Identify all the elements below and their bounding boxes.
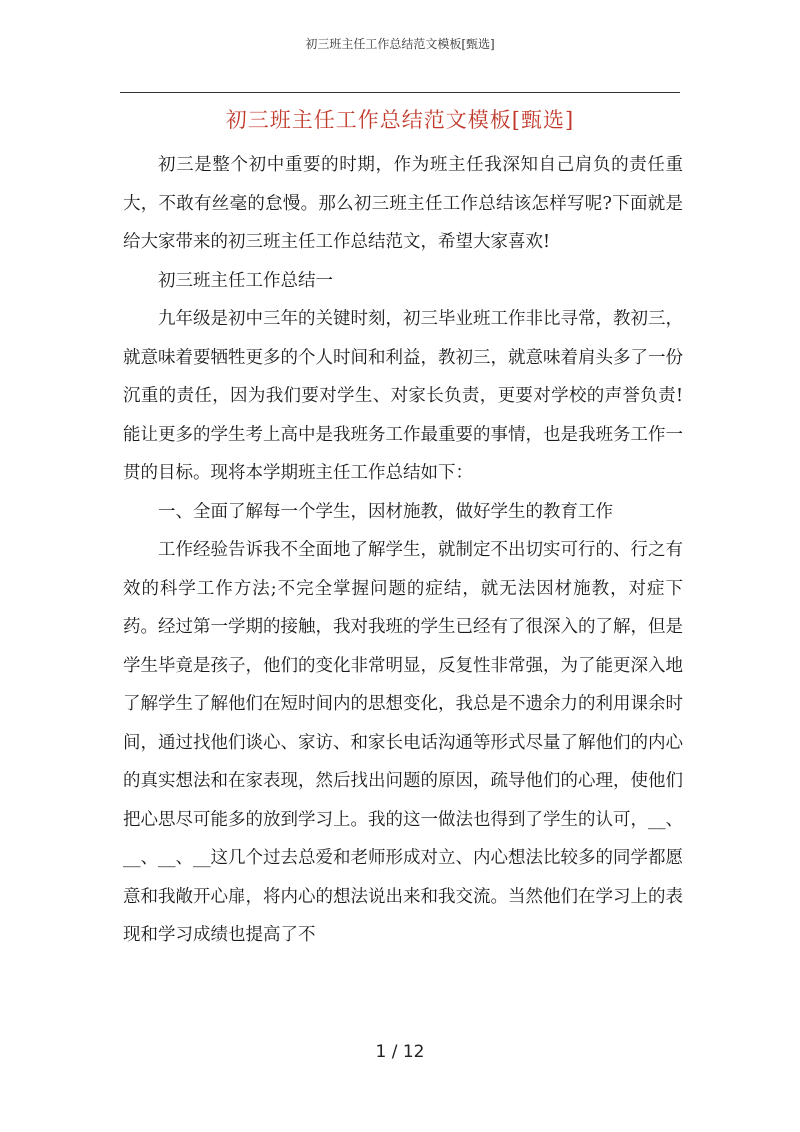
body-paragraph: 工作经验告诉我不全面地了解学生，就制定不出切实可行的、行之有效的科学工作方法;不完全掌握问题的症结，就无法因材施教，对症下药。经过第一学期的接触，我对我班的学生已经有了很深入的了解，但是学生毕竟是孩子，他们的变化非常明显，反复性非常强，为了能更深入地了解学生了解他们在短时间内的思想变化，我总是不遗余力的利用课余时间，通过找他们谈心、家访、和家长电话沟通等形式尽量了解他们的内心的真实想法和在家表现，然后找出问题的原因，疏导他们的心理，使他们把心思尽可能多的放到学习上。我的这一做法也得到了学生的认可，__、__、__、__这几个过去总爱和老师形成对立、内心想法比较多的同学都愿意和我敞开心扉，将内心的想法说出来和我交流。当然他们在学习上的表现和学习成绩也提高了不 <box>123 540 683 945</box>
page-number: 1 / 12 <box>375 1042 425 1062</box>
body-paragraph: 九年级是初中三年的关键时刻，初三毕业班工作非比寻常，教初三，就意味着要牺牲更多的个人时间和利益，教初三，就意味着肩头多了一份沉重的责任，因为我们要对学生、对家长负责，更要对学校的声誉负责!能让更多的学生考上高中是我班务工作最重要的事情，也是我班务工作一贯的目标。现将本学期班主任工作总结如下： <box>123 309 683 483</box>
subsection-heading: 一、全面了解每一个学生，因材施教，做好学生的教育工作 <box>158 501 613 522</box>
section-heading: 初三班主任工作总结一 <box>158 270 333 291</box>
running-header: 初三班主任工作总结范文模板[甄选] <box>305 37 495 51</box>
intro-paragraph: 初三是整个初中重要的时期，作为班主任我深知自己肩负的责任重大，不敢有丝毫的怠慢。那么初三班主任工作总结该怎样写呢?下面就是给大家带来的初三班主任工作总结范文，希望大家喜欢! <box>123 155 683 252</box>
header-divider <box>120 92 680 93</box>
document-title: 初三班主任工作总结范文模板[甄选] <box>225 108 575 132</box>
document-body <box>123 146 683 955</box>
